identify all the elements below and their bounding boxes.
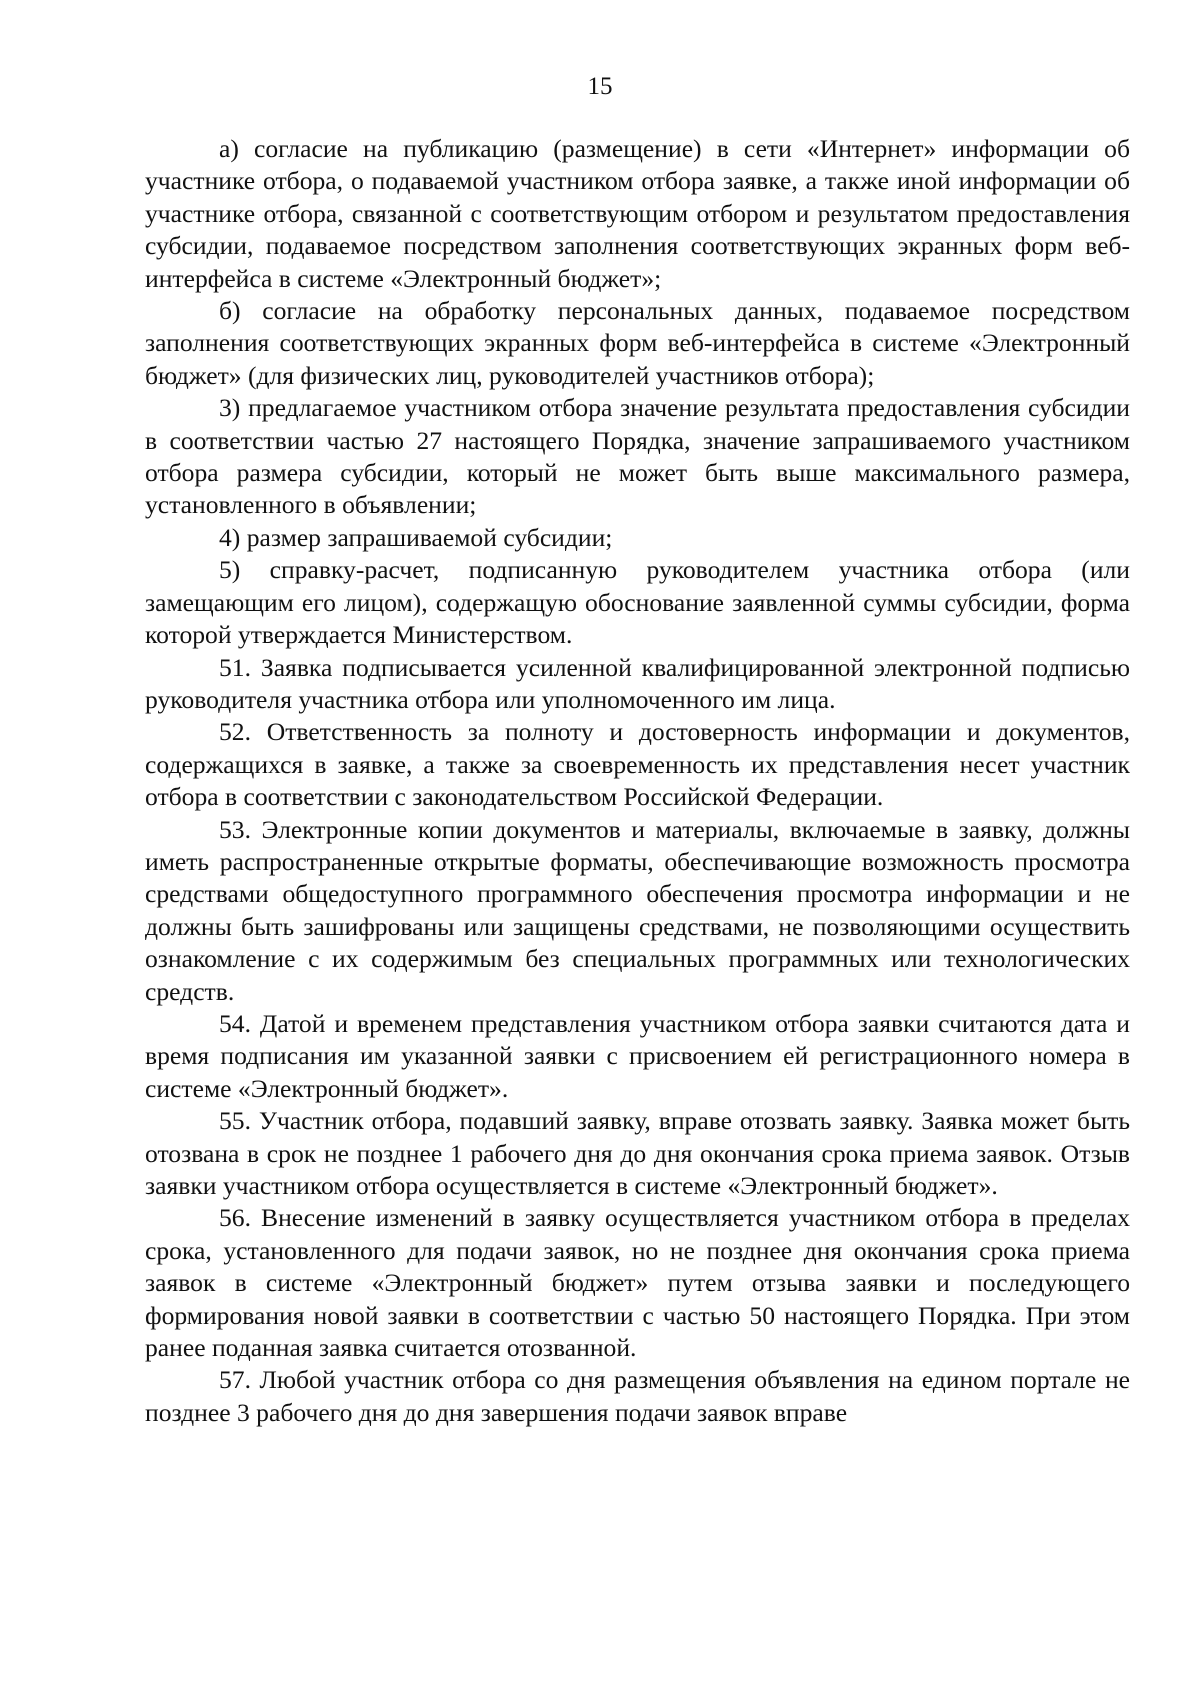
paragraph-item-3: 3) предлагаемое участником отбора значение результата предоставления субсидии в соответствии частью 27 настоящего Порядка, значение запрашиваемого участником отбора размера субсидии, который не может быть выше максимального размера, установленного в объявлении; <box>145 393 1130 520</box>
paragraph-51: 51. Заявка подписывается усиленной квалифицированной электронной подписью руководителя участника отбора или уполномоченного им лица. <box>145 652 1130 714</box>
paragraph-55: 55. Участник отбора, подавший заявку, вправе отозвать заявку. Заявка может быть отозвана в срок не позднее 1 рабочего дня до дня окончания срока приема заявок. Отзыв заявки участником отбора осуществляется в системе «Электронный бюджет». <box>145 1106 1130 1200</box>
paragraph-consent-publication: а) согласие на публикацию (размещение) в сети «Интернет» информации об участнике отбора, о подаваемой участником отбора заявке, а также иной информации об участнике отбора, связанной с соответствующим отбором и результатом предоставления субсидии, подаваемое посредством заполнения соответствующих экранных форм веб-интерфейса в системе «Электронный бюджет»; <box>145 134 1130 293</box>
paragraph-item-4: 4) размер запрашиваемой субсидии; <box>219 522 613 552</box>
paragraph-52: 52. Ответственность за полноту и достоверность информации и документов, содержащихся в заявке, а также за своевременность их представления несет участник отбора в соответствии с законодательством Российской Федерации. <box>145 717 1130 812</box>
paragraph-53: 53. Электронные копии документов и материалы, включаемые в заявку, должны иметь распространенные открытые форматы, обеспечивающие возможность просмотра средствами общедоступного программного обеспечения просмотра информации и не должны быть зашифрованы или защищены средствами, не позволяющими осуществить ознакомление с их содержимым без специальных программных или технологических средств. <box>145 814 1130 1006</box>
paragraph-56: 56. Внесение изменений в заявку осуществляется участником отбора в пределах срока, установленного для подачи заявок, но не позднее дня окончания срока приема заявок в системе «Электронный бюджет» путем отзыва заявки и последующего формирования новой заявки в соответствии с частью 50 настоящего Порядка. При этом ранее поданная заявка считается отозванной. <box>145 1203 1130 1363</box>
paragraph-consent-personal-data: б) согласие на обработку персональных данных, подаваемое посредством заполнения соответствующих экранных форм веб-интерфейса в системе «Электронный бюджет» (для физических лиц, руководителей участников отбора); <box>145 296 1130 390</box>
page-number: 15 <box>587 73 613 100</box>
paragraph-54: 54. Датой и временем представления участником отбора заявки считаются дата и время подписания им указанной заявки с присвоением ей регистрационного номера в системе «Электронный бюджет». <box>145 1008 1130 1103</box>
document-body <box>145 133 1130 1429</box>
paragraph-57: 57. Любой участник отбора со дня размещения объявления на едином портале не позднее 3 рабочего дня до дня завершения подачи заявок вправе <box>145 1365 1130 1427</box>
paragraph-item-5: 5) справку-расчет, подписанную руководителем участника отбора (или замещающим его лицом), содержащую обоснование заявленной суммы субсидии, форма которой утверждается Министерством. <box>145 555 1130 650</box>
